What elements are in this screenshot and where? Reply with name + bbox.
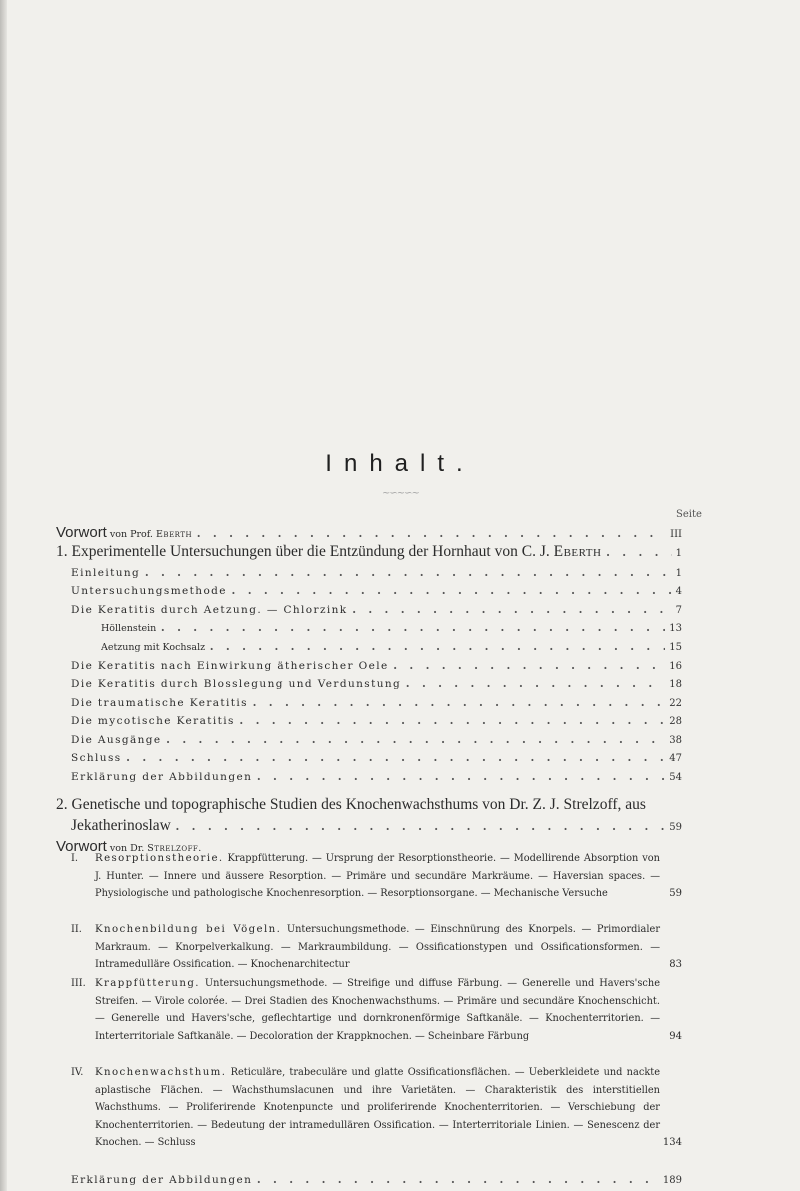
toc-chapter-2: II. Knochenbildung bei Vögeln. Untersuchungsmethode. — Einschnürung des Knorpels. — Primordialer Markraum. — Knorpelverkalkung. — Markraumbildung. — Ossificationstypen und Ossificationsformen. — Intramedulläre Ossification. — Knochenarchitectur 83 (71, 924, 682, 971)
toc-item-ausgaenge: Die Ausgänge . . . 38 (71, 728, 682, 747)
toc-item-schluss: Schluss . . . 47 (71, 746, 682, 765)
toc-item-untersuchungsmethode: Untersuchungsmethode . . . 4 (71, 579, 682, 598)
dot-leader (605, 541, 671, 560)
toc-item-erklaerung-1: Erklärung der Abbildungen . . . 54 (71, 765, 682, 784)
page-title: Inhalt. (325, 450, 475, 477)
seite-column-label: Seite (676, 509, 702, 520)
toc-item-mycotische: Die mycotische Keratitis . . . 28 (71, 709, 682, 728)
page-number: III (670, 529, 682, 540)
dot-leader (196, 522, 666, 541)
toc-item-hoellenstein: Höllenstein . . . 13 (101, 616, 682, 635)
toc-item-traumatische: Die traumatische Keratitis . . . 22 (71, 691, 682, 710)
toc-item-aetherische-oele: Die Keratitis nach Einwirkung ätherischer Oele . . . 16 (71, 654, 682, 673)
toc-entry-vorwort-strelzoff: Vorwort von Dr. Strelzoff. (56, 838, 202, 855)
toc-item-blosslegung: Die Keratitis durch Blosslegung und Verdunstung . . . 18 (71, 672, 682, 691)
toc-item-kochsalz: Aetzung mit Kochsalz . . . 15 (101, 635, 682, 654)
toc-chapter-1: I. Resorptionstheorie. Krappfütterung. — Ursprung der Resorptionstheorie. — Modellirende Absorption von J. Hunter. — Innere und äussere Resorption. — Primäre und secundäre Markräume. — Haversian spaces. — Physiologische und pathologische Knochenresorption. — Resorptionsorgane. — Mechanische Versuche 59 (71, 853, 682, 900)
toc-entry-part-2-line1: 2. Genetische und topographische Studien des Knochenwachsthums von Dr. Z. J. Strelzoff, aus (56, 796, 646, 813)
toc-entry-vorwort-eberth: Vorwort von Prof. Eberth . . . III (56, 522, 682, 541)
toc-item-aetzung-chlorzink: Die Keratitis durch Aetzung. — Chlorzink . . . 7 (71, 598, 682, 617)
toc-chapter-3: III. Krappfütterung. Untersuchungsmethode. — Streifige und diffuse Färbung. — Generelle und Havers'sche Streifen. — Virole colorée. — Drei Stadien des Knochenwachsthums. — Primäre und secundäre Knochenschicht. — Generelle und Havers'sche, geflechtartige und dornkronenförmige Saftkanäle. — Knochenterritorien. — Interterritoriale Saftkanäle. — Decoloration der Krappknochen. — Scheinbare Färbung 94 (71, 978, 682, 1042)
toc-entry-part-2-line2: Jekatherinoslaw . . . 59 (71, 815, 682, 835)
toc-chapter-4: IV. Knochenwachsthum. Reticuläre, trabeculäre und glatte Ossificationsflächen. — Ueberkleidete und nackte aplastische Flächen. — Wachsthumslacunen und ihre Varietäten. — Charakteristik des interstitiellen Wachsthums. — Proliferirende Knotenpuncte und proliferirende Knochenterritorien. — Verschiebung der Knochenterritorien. — Bedeutung der intramedullären Ossification. — Interterritoriale Linien. — Senescenz der Knochen. — Schluss 134 (71, 1067, 682, 1149)
toc-entry-erklaerung-2: Erklärung der Abbildungen . . . 189 (71, 1168, 682, 1187)
toc-entry-part-1: 1. Experimentelle Untersuchungen über die Entzündung der Hornhaut von C. J. Eberth . . . 1 (56, 541, 682, 561)
ornament-divider: ~∽~∽~ (382, 488, 419, 499)
page-edge-shadow (0, 0, 7, 1191)
page-number: 1 (675, 548, 682, 559)
toc-item-einleitung: Einleitung . . . 1 (71, 561, 682, 580)
